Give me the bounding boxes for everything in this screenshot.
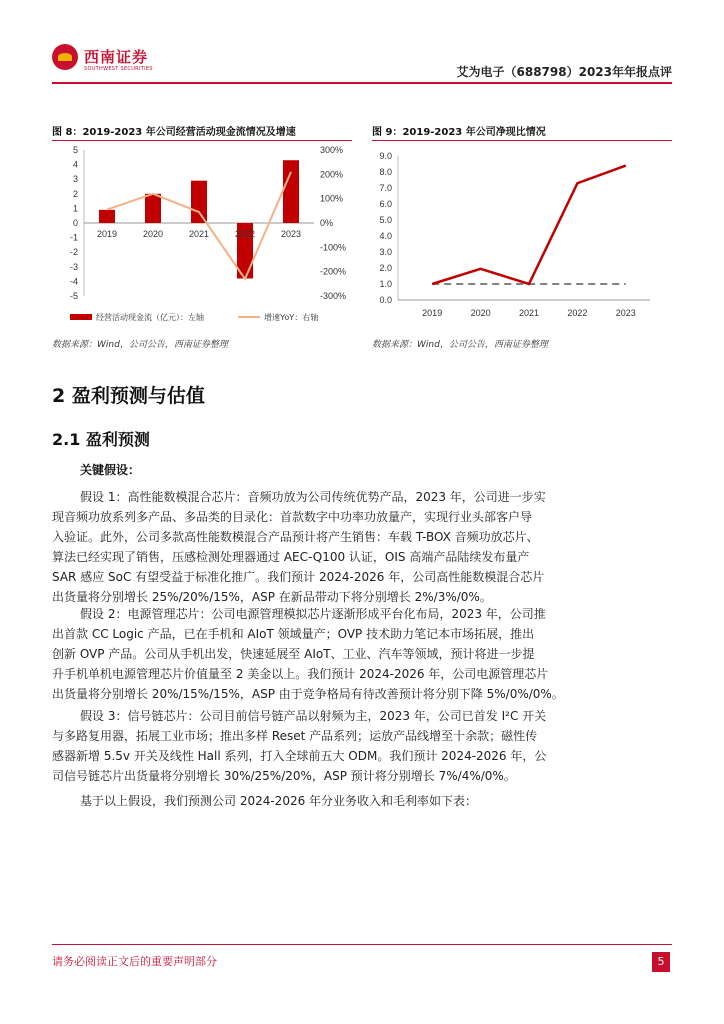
left-tick-label: -1	[69, 232, 78, 243]
text-line: 出首款 CC Logic 产品，已在手机和 AIoT 领域量产；OVP 技术助力笔记本市场拓展，推出	[52, 627, 535, 641]
x-tick-label: 2019	[422, 308, 443, 318]
text-line: 创新 OVP 产品。公司从手机出发，快速延展至 AIoT、工业、汽车等领域，预计将进一步提	[52, 647, 535, 661]
text-line: 出货量将分别增长 20%/15%/15%，ASP 由于竞争格局有待改善预计将分别下降 5%/0%/0%。	[52, 687, 564, 701]
footer-rule	[52, 944, 672, 945]
x-tick-label: 2019	[96, 229, 118, 239]
subsection-heading: 2.1 盈利预测	[52, 430, 150, 449]
key-assumptions-label: 关键假设：	[80, 463, 141, 477]
text-line: SAR 感应 SoC 有望受益于标准化推广。我们预计 2024-2026 年，公司高性能数模混合芯片	[52, 570, 545, 584]
x-tick-label: 2021	[518, 308, 540, 318]
y-tick-label: 1.0	[379, 279, 392, 289]
y-tick-label: 3.0	[379, 247, 392, 257]
y-tick-label: 8.0	[379, 167, 392, 177]
cashflow-bar	[99, 210, 115, 223]
right-tick-label: -200%	[320, 266, 347, 277]
figure8-chart	[52, 142, 354, 332]
x-tick-label: 2023	[615, 308, 636, 318]
figure8-rule	[52, 140, 352, 141]
text-line: 升手机单机电源管理芯片价值量至 2 美金以上。我们预计 2024-2026 年，公司电源管理芯片	[52, 667, 549, 681]
text-line: 与多路复用器，拓展工业市场；推出多样 Reset 产品系列；运放产品线增至十余款；磁性传	[52, 729, 538, 743]
y-tick-label: 0.0	[379, 295, 392, 305]
page-number: 5	[652, 952, 670, 972]
logo-icon	[52, 44, 78, 70]
right-tick-label: 300%	[320, 145, 344, 155]
cashflow-bar	[283, 160, 299, 223]
left-tick-label: 1	[72, 203, 78, 214]
left-tick-label: -3	[69, 261, 78, 272]
x-tick-label: 2020	[142, 229, 164, 239]
left-tick-label: 0	[72, 218, 78, 228]
left-tick-label: 4	[72, 159, 78, 170]
y-tick-label: 5.0	[379, 215, 392, 225]
figure9-chart	[370, 142, 672, 332]
net-cash-ratio-line	[432, 166, 626, 284]
right-tick-label: 100%	[320, 193, 344, 204]
left-tick-label: -2	[69, 247, 78, 258]
footer-notice: 请务必阅读正文后的重要声明部分	[52, 955, 217, 968]
x-tick-label: 2023	[280, 229, 302, 239]
left-tick-label: 2	[72, 188, 78, 199]
x-tick-label: 2020	[470, 308, 491, 318]
text-line: 假设 3：信号链芯片：公司目前信号链产品以射频为主，2023 年，公司已首发 I²C 开关	[80, 709, 547, 723]
paragraph-summary	[80, 791, 640, 811]
y-tick-label: 7.0	[379, 183, 392, 193]
y-tick-label: 9.0	[379, 151, 392, 161]
text-line: 入验证。此外，公司多款高性能数模混合产品预计将产生销售：车载 T-BOX 音频功放芯片、	[52, 530, 539, 544]
x-tick-label: 2022	[567, 308, 588, 318]
text-line: 司信号链芯片出货量将分别增长 30%/25%/20%，ASP 预计将分别增长 7%/4%/0%。	[52, 769, 516, 783]
figure8-source: 数据来源：Wind，公司公告，西南证券整理	[52, 340, 228, 350]
section-heading: 2 盈利预测与估值	[52, 385, 205, 407]
logo-subtext: SOUTHWEST SECURITIES	[84, 66, 153, 72]
legend-line-label: 增速YoY：右轴	[264, 313, 319, 322]
paragraph-assumption-2	[52, 604, 640, 704]
legend-bar-swatch	[70, 314, 92, 320]
legend-bar-label: 经营活动现金流（亿元）：左轴	[96, 313, 204, 322]
paragraph-assumption-3	[52, 706, 640, 786]
y-tick-label: 4.0	[379, 231, 392, 241]
paragraph-assumption-1	[52, 487, 640, 607]
figure9-rule	[372, 140, 672, 141]
figure9-source: 数据来源：Wind，公司公告，西南证券整理	[372, 340, 548, 350]
y-tick-label: 6.0	[379, 199, 392, 209]
right-tick-label: -100%	[320, 242, 347, 253]
y-tick-label: 2.0	[379, 263, 392, 273]
logo-text: 西南证券	[84, 48, 149, 66]
cashflow-bar	[191, 181, 207, 223]
header-rule	[52, 82, 672, 84]
figure8-caption: 图 8：2019-2023 年公司经营活动现金流情况及增速	[52, 127, 296, 138]
left-tick-label: 5	[72, 145, 78, 155]
text-line: 出货量将分别增长 25%/20%/15%，ASP 在新品带动下将分别增长 2%/3%/0%。	[52, 590, 492, 604]
left-tick-label: 3	[72, 174, 78, 185]
left-tick-label: -4	[69, 276, 78, 287]
cashflow-bar	[145, 194, 161, 223]
text-line: 感器新增 5.5v 开关及线性 Hall 系列，打入全球前五大 ODM。我们预计 2024-2026 年，公	[52, 749, 547, 763]
text-line: 现音频功放系列多产品、多品类的目录化：首款数字中功率功放量产，实现行业头部客户导	[52, 510, 533, 524]
text-line: 假设 1：高性能数模混合芯片：音频功放为公司传统优势产品，2023 年，公司进一步实	[80, 490, 546, 504]
right-tick-label: 0%	[320, 218, 334, 228]
text-line: 算法已经实现了销售，压感检测处理器通过 AEC-Q100 认证，OIS 高端产品陆续发布量产	[52, 550, 530, 564]
left-tick-label: -5	[69, 291, 78, 301]
text-line: 假设 2：电源管理芯片：公司电源管理模拟芯片逐渐形成平台化布局，2023 年，公司推	[80, 607, 546, 621]
report-title: 艾为电子（688798）2023年年报点评	[456, 65, 672, 79]
text-line: 基于以上假设，我们预测公司 2024-2026 年分业务收入和毛利率如下表：	[80, 794, 478, 808]
x-tick-label: 2022	[234, 229, 256, 239]
figure9-caption: 图 9：2019-2023 年公司净现比情况	[372, 127, 546, 138]
right-tick-label: 200%	[320, 169, 344, 180]
right-tick-label: -300%	[320, 291, 347, 301]
x-tick-label: 2021	[188, 229, 210, 239]
